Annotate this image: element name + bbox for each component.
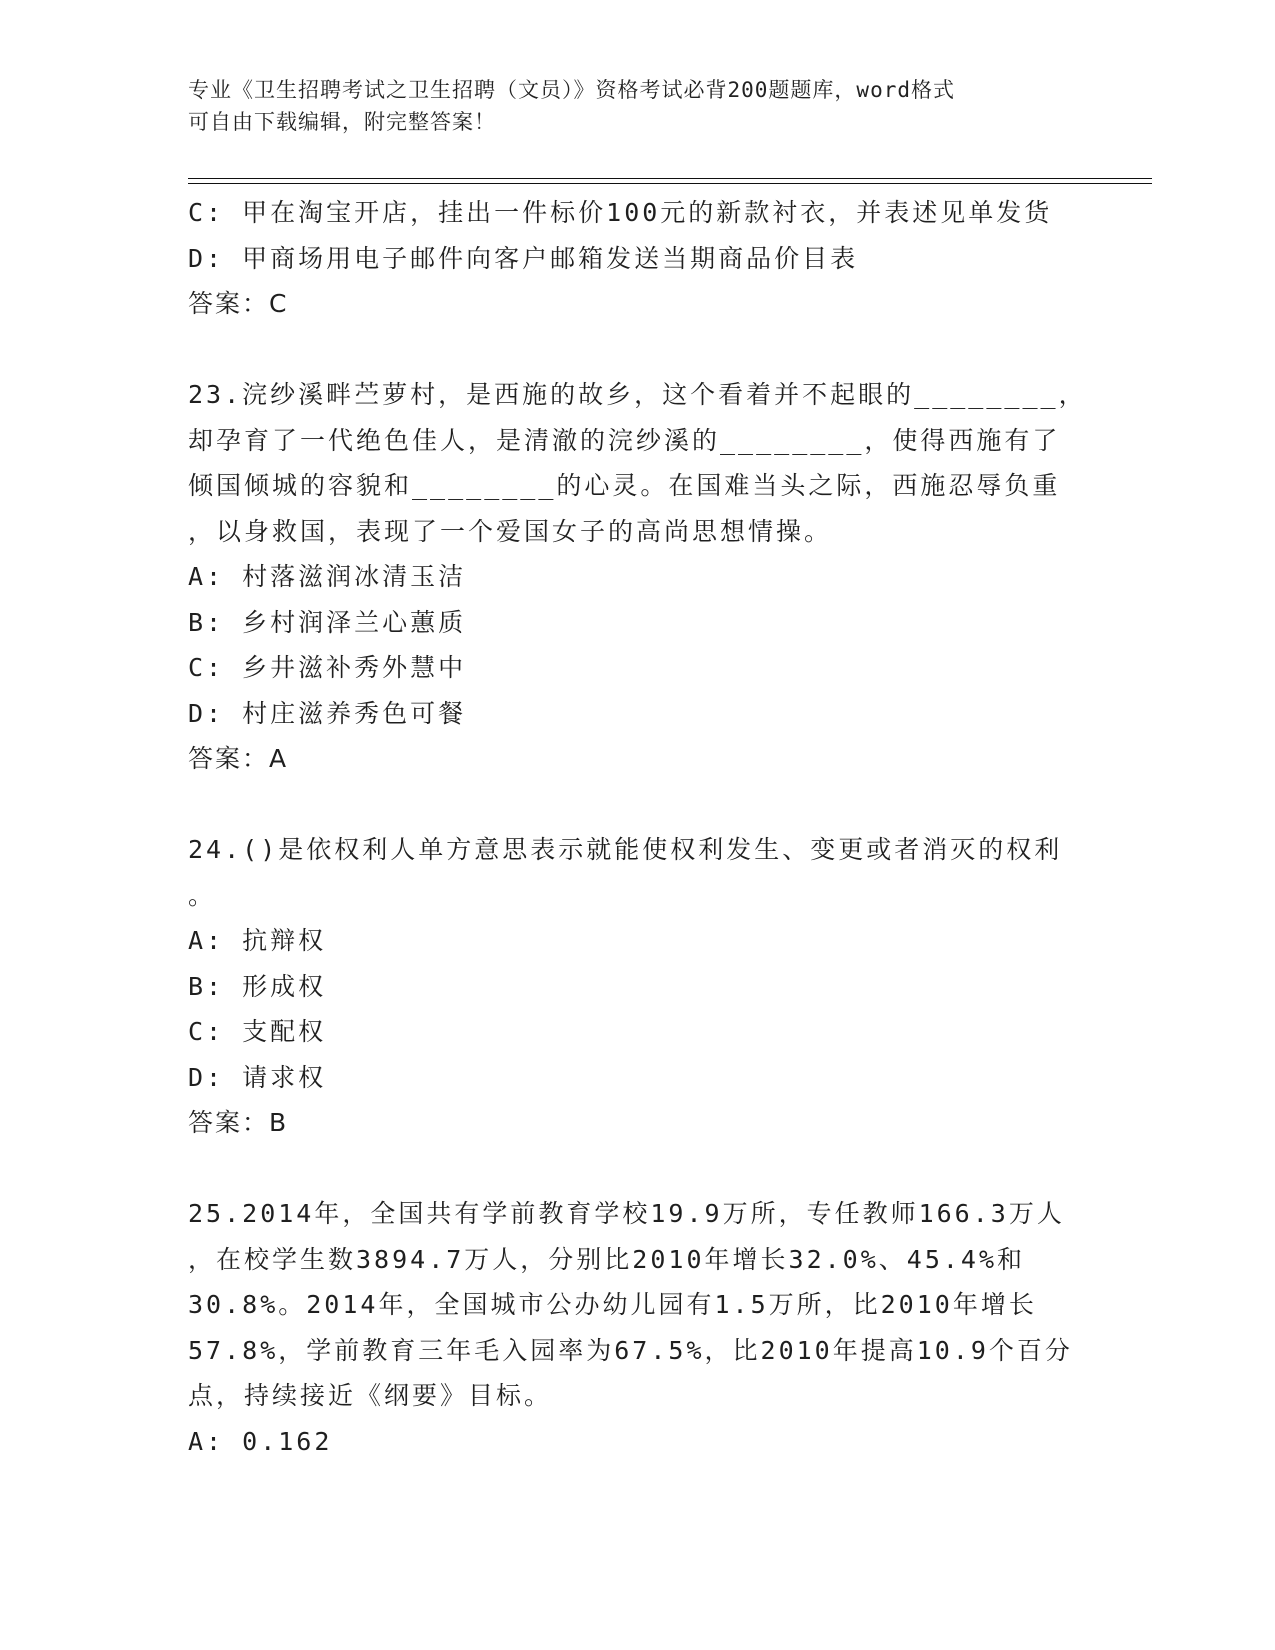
- spacer: [188, 1146, 1078, 1192]
- question-text-line: 23.浣纱溪畔苎萝村，是西施的故乡，这个看着并不起眼的________，: [188, 380, 1087, 409]
- question-text-line: 点，持续接近《纲要》目标。: [188, 1381, 553, 1410]
- question-24: [188, 827, 1078, 1146]
- option-c: C: 甲在淘宝开店，挂出一件标价100元的新款衬衣，并表述见单发货: [188, 198, 1053, 227]
- question-text-line: 24.()是依权利人单方意思表示就能使权利发生、变更或者消灭的权利: [188, 835, 1063, 864]
- question-text-line: 30.8%。2014年，全国城市公办幼儿园有1.5万所，比2010年增长: [188, 1290, 1037, 1319]
- header-rule-bottom: [188, 183, 1152, 184]
- document-header: [188, 74, 1078, 138]
- question-text-line: 57.8%，学前教育三年毛入园率为67.5%，比2010年提高10.9个百分: [188, 1335, 1073, 1365]
- option-a: A: 0.162: [188, 1426, 333, 1456]
- option-a: A: 村落滋润冰清玉洁: [188, 562, 467, 591]
- question-text-line: 却孕育了一代绝色佳人，是清澈的浣纱溪的________，使得西施有了: [188, 425, 1061, 455]
- option-a: A: 抗辩权: [188, 926, 327, 955]
- option-b: B: 形成权: [188, 971, 327, 1001]
- question-25: [188, 1191, 1078, 1464]
- spacer: [188, 782, 1078, 828]
- option-b: B: 乡村润泽兰心蕙质: [188, 607, 467, 637]
- header-title-line-2: 可自由下载编辑，附完整答案！: [188, 110, 496, 134]
- question-text-line: ，在校学生数3894.7万人，分别比2010年增长32.0%、45.4%和: [188, 1244, 1026, 1274]
- spacer: [188, 327, 1078, 373]
- answer: 答案：A: [188, 744, 289, 773]
- question-22-tail: [188, 190, 1078, 327]
- document-body: [188, 190, 1087, 1464]
- answer: 答案：C: [188, 289, 289, 318]
- question-23: [188, 372, 1087, 782]
- option-d: D: 请求权: [188, 1062, 327, 1092]
- question-text-line: 25.2014年，全国共有学前教育学校19.9万所，专任教师166.3万人: [188, 1199, 1065, 1228]
- question-text-line: 。: [188, 880, 217, 910]
- question-text-line: ，以身救国，表现了一个爱国女子的高尚思想情操。: [188, 516, 833, 546]
- option-c: C: 乡井滋补秀外慧中: [188, 653, 467, 682]
- question-text-line: 倾国倾城的容貌和________的心灵。在国难当头之际，西施忍辱负重: [188, 471, 1061, 500]
- header-title-line-1: 专业《卫生招聘考试之卫生招聘（文员）》资格考试必背200题题库，word格式: [188, 78, 955, 102]
- option-d: D: 村庄滋养秀色可餐: [188, 698, 467, 728]
- answer: 答案：B: [188, 1108, 289, 1137]
- option-c: C: 支配权: [188, 1017, 327, 1046]
- header-rule-top: [188, 178, 1152, 179]
- option-d: D: 甲商场用电子邮件向客户邮箱发送当期商品价目表: [188, 243, 859, 273]
